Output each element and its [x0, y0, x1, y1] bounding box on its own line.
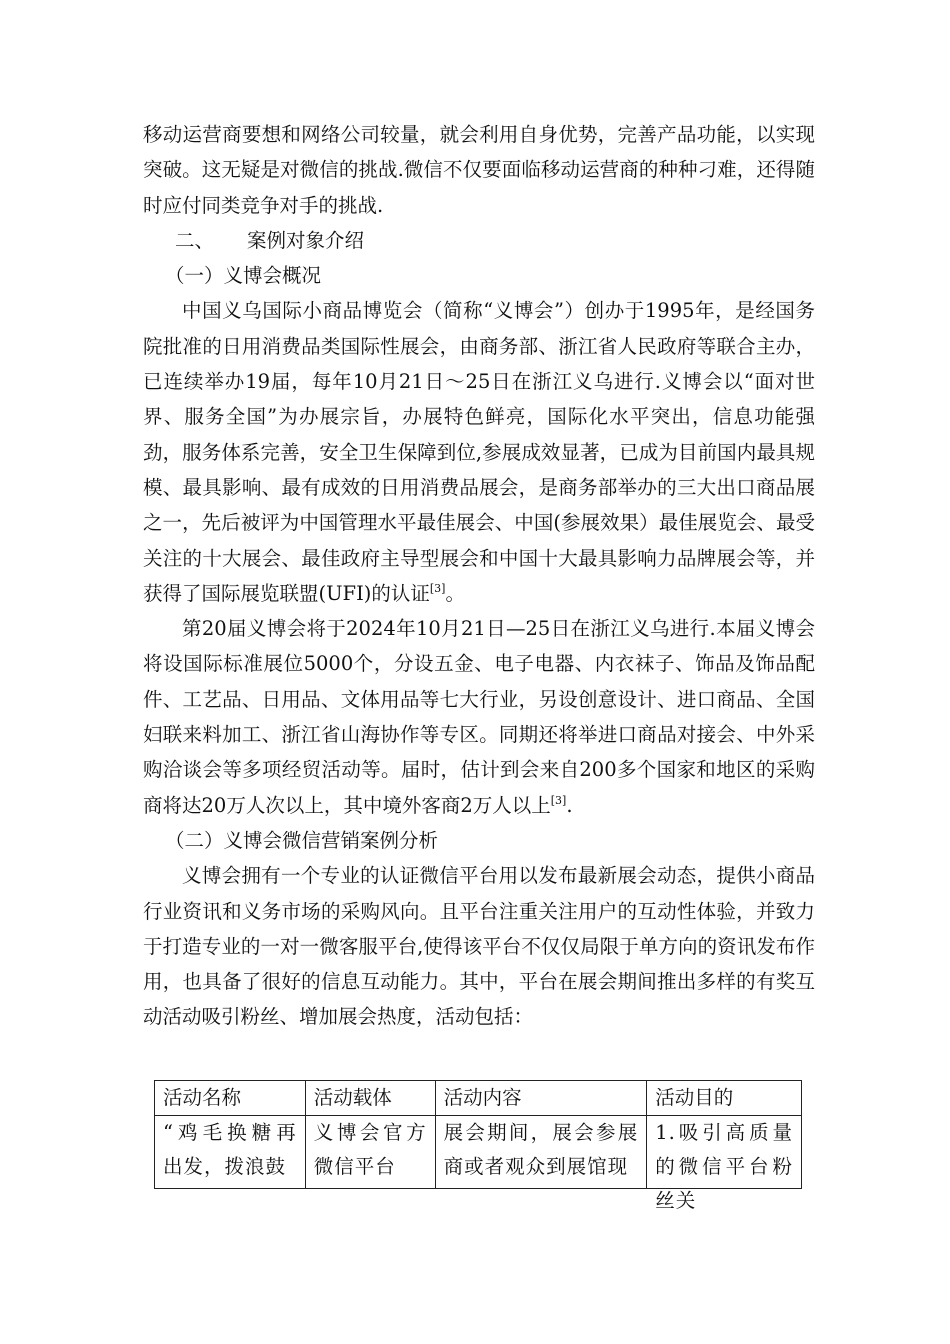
paragraph-intro-continuation: 移动运营商要想和网络公司较量，就会利用自身优势，完善产品功能，以实现突破。这无疑是对微信的挑战.微信不仅要面临移动运营商的种种刁难，还得随时应付同类竞争对手的挑战.	[143, 123, 815, 217]
subsection-heading-overview: （一）义博会概况	[165, 264, 322, 288]
table-row	[155, 1116, 802, 1189]
table-header-cell: 活动载体	[305, 1081, 435, 1116]
paragraph-20th-expo	[143, 611, 815, 823]
subsection-heading-wechat-case: （二）义博会微信营销案例分析	[165, 828, 439, 852]
document-body	[143, 117, 815, 1035]
paragraph-end-punct: 。	[445, 581, 465, 605]
table-header-cell: 活动内容	[435, 1081, 647, 1116]
table-cell: 展会期间，展会参展商或者观众到展馆现	[435, 1116, 647, 1189]
paragraph-text: 中国义乌国际小商品博览会（简称“义博会”）创办于1995年，是经国务院批准的日用消费品类国际性展会，由商务部、浙江省人民政府等联合主办，已连续举办19届，每年10月21日～25日在浙江义乌进行.义博会以“面对世界、服务全国”为办展宗旨，办展特色鲜亮，国际化水平突出，信息功能强劲，服务体系完善，安全卫生保障到位,参展成效显著，已成为目前国内最具规模、最具影响、最有成效的日用消费品展会，是商务部举办的三大出口商品展之一，先后被评为中国管理水平最佳展会、中国(参展效果）最佳展览会、最受关注的十大展会、最佳政府主导型展会和中国十大最具影响力品牌展会等，并获得了国际展览联盟(UFI)的认证	[143, 299, 815, 605]
table-cell: “鸡毛换糖再出发，拨浪鼓	[155, 1116, 306, 1189]
table-cell: 1.吸引高质量的微信平台粉丝关	[647, 1116, 802, 1189]
section-heading-case-intro	[143, 223, 815, 258]
table-header-cell: 活动目的	[647, 1081, 802, 1116]
section-title: 案例对象介绍	[247, 228, 365, 252]
section-number: 二、	[175, 228, 215, 252]
activities-table	[154, 1080, 802, 1212]
paragraph-text: 第20届义博会将于2024年10月21日—25日在浙江义乌进行.本届义博会将设国际标准展位5000个，分设五金、电子电器、内衣袜子、饰品及饰品配件、工艺品、日用品、文体用品等七大行业，另设创意设计、进口商品、全国妇联来料加工、浙江省山海协作等专区。同期还将举进口商品对接会、中外采购洽谈会等多项经贸活动等。届时，估计到会来自200多个国家和地区的采购商将达20万人次以上，其中境外客商2万人以上	[143, 617, 815, 817]
citation-marker: [3]	[550, 793, 567, 807]
paragraph-expo-overview	[143, 293, 815, 611]
citation-marker: [3]	[429, 581, 446, 595]
paragraph-end-punct: .	[566, 793, 573, 817]
table-header-row	[155, 1081, 802, 1116]
table-header-cell: 活动名称	[155, 1081, 306, 1116]
paragraph-wechat-platform: 义博会拥有一个专业的认证微信平台用以发布最新展会动态，提供小商品行业资讯和义务市场的采购风向。且平台注重关注用户的互动性体验，并致力于打造专业的一对一微客服平台,使得该平台不仅仅局限于单方向的资讯发布作用，也具备了很好的信息互动能力。其中，平台在展会期间推出多样的有奖互动活动吸引粉丝、增加展会热度，活动包括：	[143, 864, 815, 1029]
table-cell: 义博会官方微信平台	[305, 1116, 435, 1189]
